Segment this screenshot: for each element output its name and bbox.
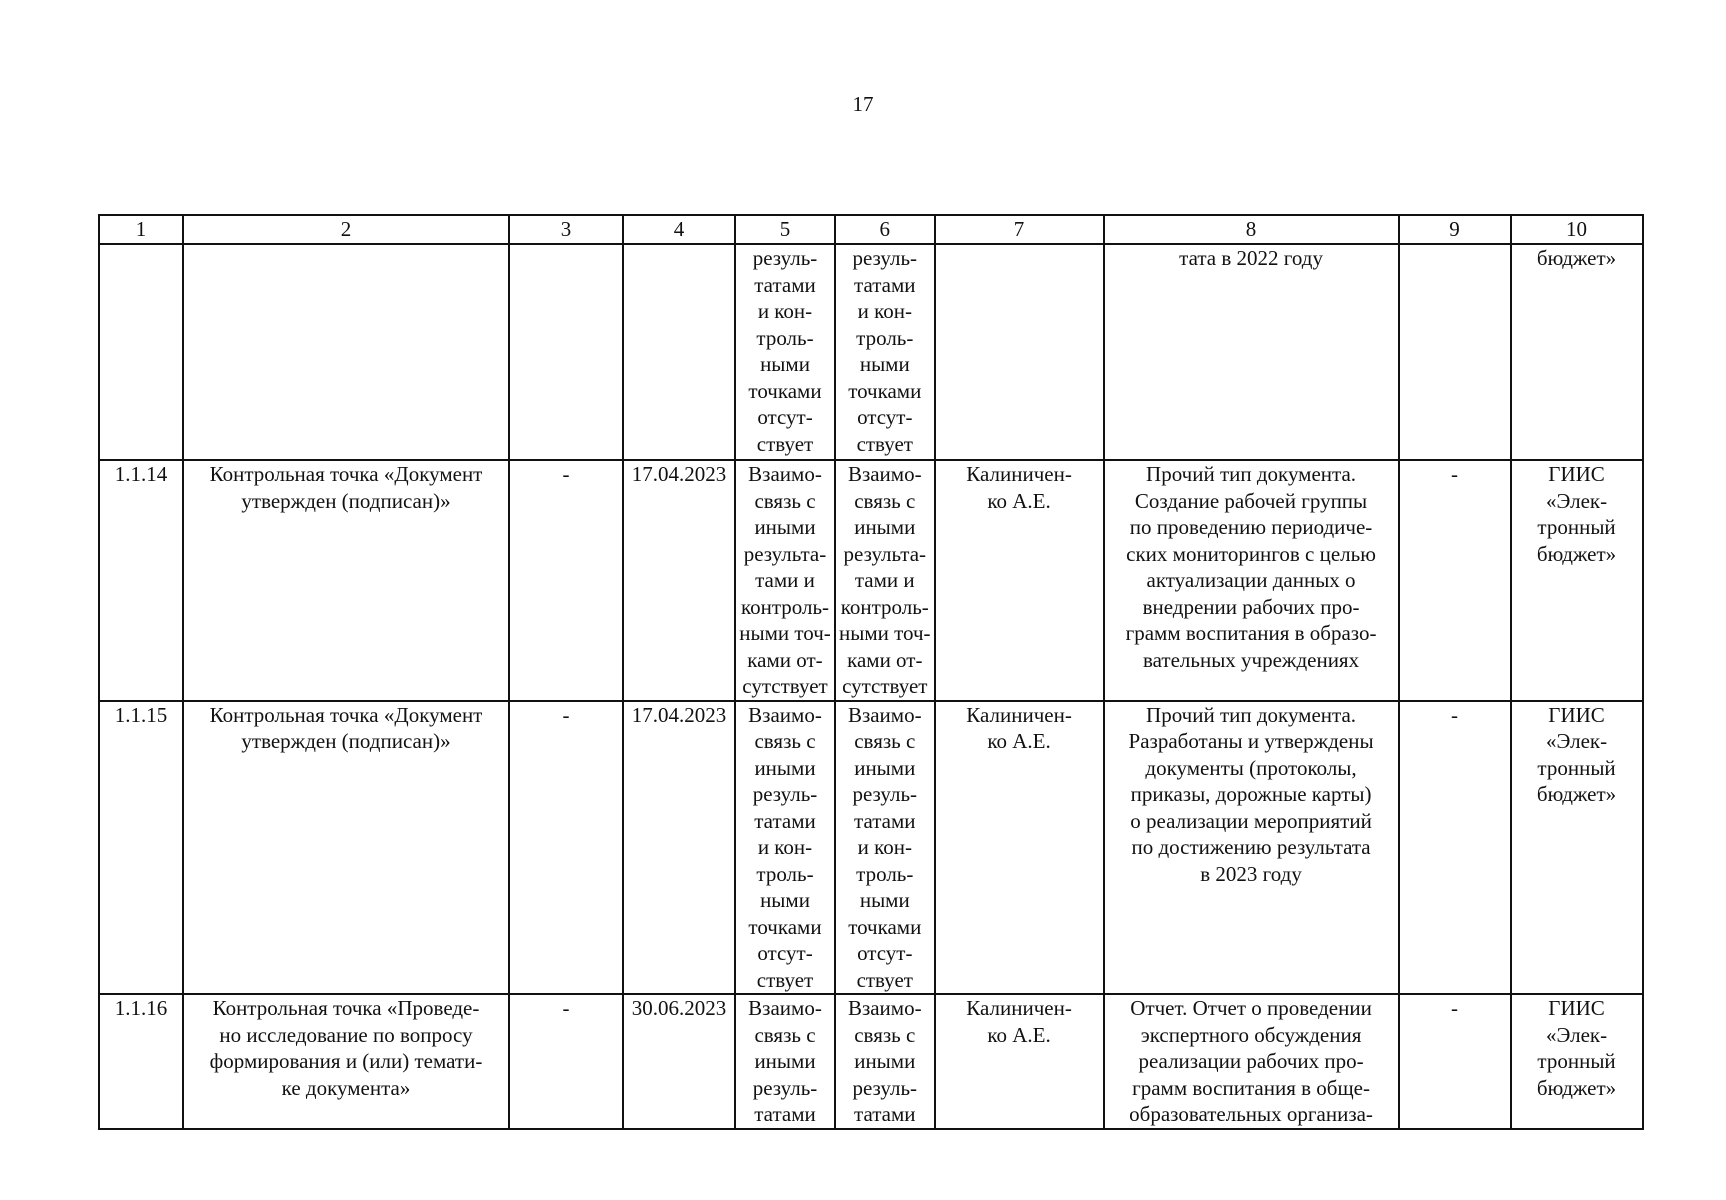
cell-line: тами и	[755, 568, 815, 592]
row-number-cell	[99, 244, 183, 460]
table-row	[99, 460, 1643, 701]
cell-line: точками	[848, 914, 922, 939]
cell-line: ствует	[856, 431, 913, 456]
cell-line: Отчет. Отчет о проведении	[1130, 996, 1372, 1020]
col-header-5: 5	[735, 215, 835, 244]
description-cell	[1104, 244, 1399, 460]
cell-line: тронный	[1537, 1049, 1616, 1073]
cell-line: «Элек-	[1546, 1022, 1608, 1047]
cell-line: тронный	[1537, 515, 1616, 539]
cell-line: актуализации данных о	[1146, 568, 1356, 592]
cell-line: резуль-	[852, 1075, 918, 1100]
col3-cell: -	[509, 460, 623, 701]
plan-table	[98, 214, 1644, 1130]
cell-line: тами и	[854, 568, 915, 592]
responsible-cell	[935, 244, 1104, 460]
checkpoint-name-cell	[183, 460, 509, 701]
cell-line: ко А.Е.	[987, 729, 1051, 753]
relation-cell-alt	[835, 460, 935, 701]
table-row	[99, 994, 1643, 1129]
col3-cell: -	[509, 994, 623, 1129]
cell-line: Прочий тип документа.	[1146, 702, 1357, 727]
cell-line: Контрольная точка «Документ	[209, 462, 483, 486]
relation-cell-alt	[835, 244, 935, 460]
system-cell	[1511, 701, 1643, 995]
cell-line: Калиничен-	[966, 996, 1072, 1020]
row-number-cell: 1.1.15	[99, 701, 183, 995]
cell-line: иными	[754, 1049, 816, 1073]
cell-line: связь с	[754, 488, 816, 513]
cell-line: внедрении рабочих про-	[1142, 594, 1360, 619]
page-number: 17	[852, 92, 874, 116]
cell-line: троль-	[756, 861, 814, 886]
cell-line: и кон-	[757, 835, 813, 859]
cell-line: татами	[754, 808, 816, 833]
cell-line: вательных учреждениях	[1142, 647, 1360, 672]
col9-cell	[1399, 244, 1511, 460]
col-header-4: 4	[623, 215, 735, 244]
cell-line: Взаимо-	[847, 462, 922, 486]
cell-line: контроль-	[840, 594, 929, 619]
cell-line: реализации рабочих про-	[1138, 1049, 1364, 1073]
cell-line: экспертного обсуждения	[1140, 1022, 1362, 1047]
cell-line: иными	[754, 515, 816, 539]
cell-line: документы (протоколы,	[1145, 755, 1357, 780]
col9-cell: -	[1399, 701, 1511, 995]
col-header-6: 6	[835, 215, 935, 244]
cell-line: связь с	[754, 729, 816, 753]
cell-line: отсут-	[857, 405, 913, 429]
cell-line: бюджет»	[1536, 541, 1617, 566]
description-cell	[1104, 460, 1399, 701]
relation-cell	[735, 994, 835, 1129]
cell-line: ками от-	[747, 647, 823, 672]
cell-line: Взаимо-	[847, 702, 922, 727]
responsible-cell	[935, 460, 1104, 701]
cell-line: грамм воспитания в обще-	[1132, 1075, 1370, 1100]
cell-line: утвержден (подписан)»	[241, 729, 451, 753]
cell-line: ными точ-	[739, 621, 831, 645]
cell-line: результа-	[743, 541, 827, 566]
cell-line: в 2023 году	[1200, 861, 1302, 886]
cell-line: резуль-	[752, 782, 818, 806]
cell-line: связь с	[854, 729, 916, 753]
cell-line: связь с	[854, 1022, 916, 1047]
cell-line: иными	[854, 1049, 916, 1073]
cell-line: резуль-	[852, 246, 918, 270]
row-number-cell: 1.1.14	[99, 460, 183, 701]
checkpoint-name-cell	[183, 244, 509, 460]
cell-line: ГИИС	[1548, 996, 1605, 1020]
relation-cell	[735, 460, 835, 701]
col3-cell: -	[509, 701, 623, 995]
checkpoint-name-cell	[183, 701, 509, 995]
cell-line: «Элек-	[1546, 488, 1608, 513]
cell-line: точками	[848, 378, 922, 403]
cell-line: ских мониторингов с целью	[1126, 541, 1376, 566]
cell-line: точками	[748, 914, 822, 939]
cell-line: грамм воспитания в образо-	[1125, 621, 1377, 645]
col9-cell: -	[1399, 994, 1511, 1129]
cell-line: Взаимо-	[748, 996, 822, 1020]
cell-line: татами	[754, 1102, 816, 1126]
relation-cell	[735, 244, 835, 460]
col-header-2: 2	[183, 215, 509, 244]
cell-line: ГИИС	[1548, 462, 1605, 486]
cell-line: Создание рабочей группы	[1134, 488, 1368, 513]
cell-line: ствует	[856, 967, 913, 992]
cell-line: связь с	[854, 488, 916, 513]
cell-line: Разработаны и утверждены	[1128, 729, 1374, 753]
cell-line: но исследование по вопросу	[219, 1022, 473, 1047]
header-row	[99, 215, 1643, 244]
cell-line: Контрольная точка «Проведе-	[212, 996, 480, 1020]
cell-line: отсут-	[757, 941, 813, 965]
cell-line: резуль-	[852, 782, 918, 806]
cell-line: и кон-	[857, 835, 912, 859]
system-cell	[1511, 460, 1643, 701]
date-cell: 17.04.2023	[623, 701, 735, 995]
checkpoint-name-cell	[183, 994, 509, 1129]
relation-cell-alt	[835, 994, 935, 1129]
system-cell	[1511, 244, 1643, 460]
cell-line: сутствует	[842, 674, 928, 698]
cell-line: отсут-	[857, 941, 913, 965]
cell-line: ствует	[756, 967, 814, 992]
col9-cell: -	[1399, 460, 1511, 701]
system-cell	[1511, 994, 1643, 1129]
cell-line: Взаимо-	[748, 462, 822, 486]
cell-line: ными	[859, 352, 910, 376]
cell-line: ными	[760, 352, 810, 376]
col-header-7: 7	[935, 215, 1104, 244]
cell-line: Калиничен-	[966, 702, 1072, 727]
cell-line: ке документа»	[281, 1075, 411, 1100]
cell-line: бюджет»	[1536, 1075, 1617, 1100]
cell-line: результа-	[843, 541, 927, 566]
cell-line: татами	[854, 1102, 916, 1126]
cell-line: контроль-	[740, 594, 830, 619]
col-header-3: 3	[509, 215, 623, 244]
cell-line: ГИИС	[1548, 702, 1605, 727]
cell-line: татами	[854, 272, 916, 297]
date-cell: 17.04.2023	[623, 460, 735, 701]
cell-line: ко А.Е.	[987, 1022, 1051, 1047]
cell-line: и кон-	[857, 299, 912, 323]
relation-cell-alt	[835, 701, 935, 995]
cell-line: ствует	[756, 431, 814, 456]
description-cell	[1104, 994, 1399, 1129]
cell-line: иными	[754, 755, 816, 780]
cell-line: троль-	[856, 325, 914, 350]
relation-cell	[735, 701, 835, 995]
cell-line: утвержден (подписан)»	[241, 488, 451, 513]
description-cell	[1104, 701, 1399, 995]
cell-line: по проведению периодиче-	[1129, 515, 1373, 539]
cell-line: татами	[854, 808, 916, 833]
cell-line: ко А.Е.	[987, 488, 1051, 513]
table-row	[99, 701, 1643, 995]
cell-line: Прочий тип документа.	[1146, 462, 1357, 486]
cell-line: татами	[754, 272, 816, 297]
cell-line: связь с	[754, 1022, 816, 1047]
cell-line: о реализации мероприятий	[1130, 808, 1372, 833]
cell-line: троль-	[856, 861, 914, 886]
cell-line: и кон-	[757, 299, 813, 323]
responsible-cell	[935, 994, 1104, 1129]
cell-line: резуль-	[752, 246, 818, 270]
cell-line: образовательных организа-	[1129, 1102, 1373, 1126]
cell-line: формирования и (или) темати-	[209, 1049, 483, 1073]
cell-line: иными	[854, 755, 916, 780]
cell-line: ными точ-	[839, 621, 931, 645]
cell-line: сутствует	[742, 674, 828, 698]
cell-line: бюджет»	[1536, 782, 1617, 806]
cell-line: приказы, дорожные карты)	[1130, 782, 1372, 806]
row-number-cell: 1.1.16	[99, 994, 183, 1129]
cell-line: Взаимо-	[748, 702, 822, 727]
cell-line: Калиничен-	[966, 462, 1072, 486]
cell-line: отсут-	[757, 405, 813, 429]
cell-line: по достижению результата	[1131, 835, 1371, 859]
table-body	[99, 244, 1643, 1129]
cell-line: точками	[748, 378, 822, 403]
cell-line: иными	[854, 515, 916, 539]
table-row	[99, 244, 1643, 460]
col-header-1: 1	[99, 215, 183, 244]
responsible-cell	[935, 701, 1104, 995]
cell-line: ными	[859, 888, 910, 912]
col-header-9: 9	[1399, 215, 1511, 244]
cell-line: ными	[760, 888, 810, 912]
cell-line: тата в 2022 году	[1179, 246, 1323, 270]
date-cell	[623, 244, 735, 460]
cell-line: резуль-	[752, 1075, 818, 1100]
cell-line: Контрольная точка «Документ	[209, 702, 483, 727]
cell-line: «Элек-	[1546, 729, 1608, 753]
col3-cell	[509, 244, 623, 460]
cell-line: ками от-	[847, 647, 923, 672]
col-header-10: 10	[1511, 215, 1643, 244]
cell-line: троль-	[756, 325, 814, 350]
cell-line: тронный	[1537, 755, 1616, 780]
date-cell: 30.06.2023	[623, 994, 735, 1129]
col-header-8: 8	[1104, 215, 1399, 244]
cell-line: Взаимо-	[847, 996, 922, 1020]
cell-line: бюджет»	[1536, 246, 1617, 270]
